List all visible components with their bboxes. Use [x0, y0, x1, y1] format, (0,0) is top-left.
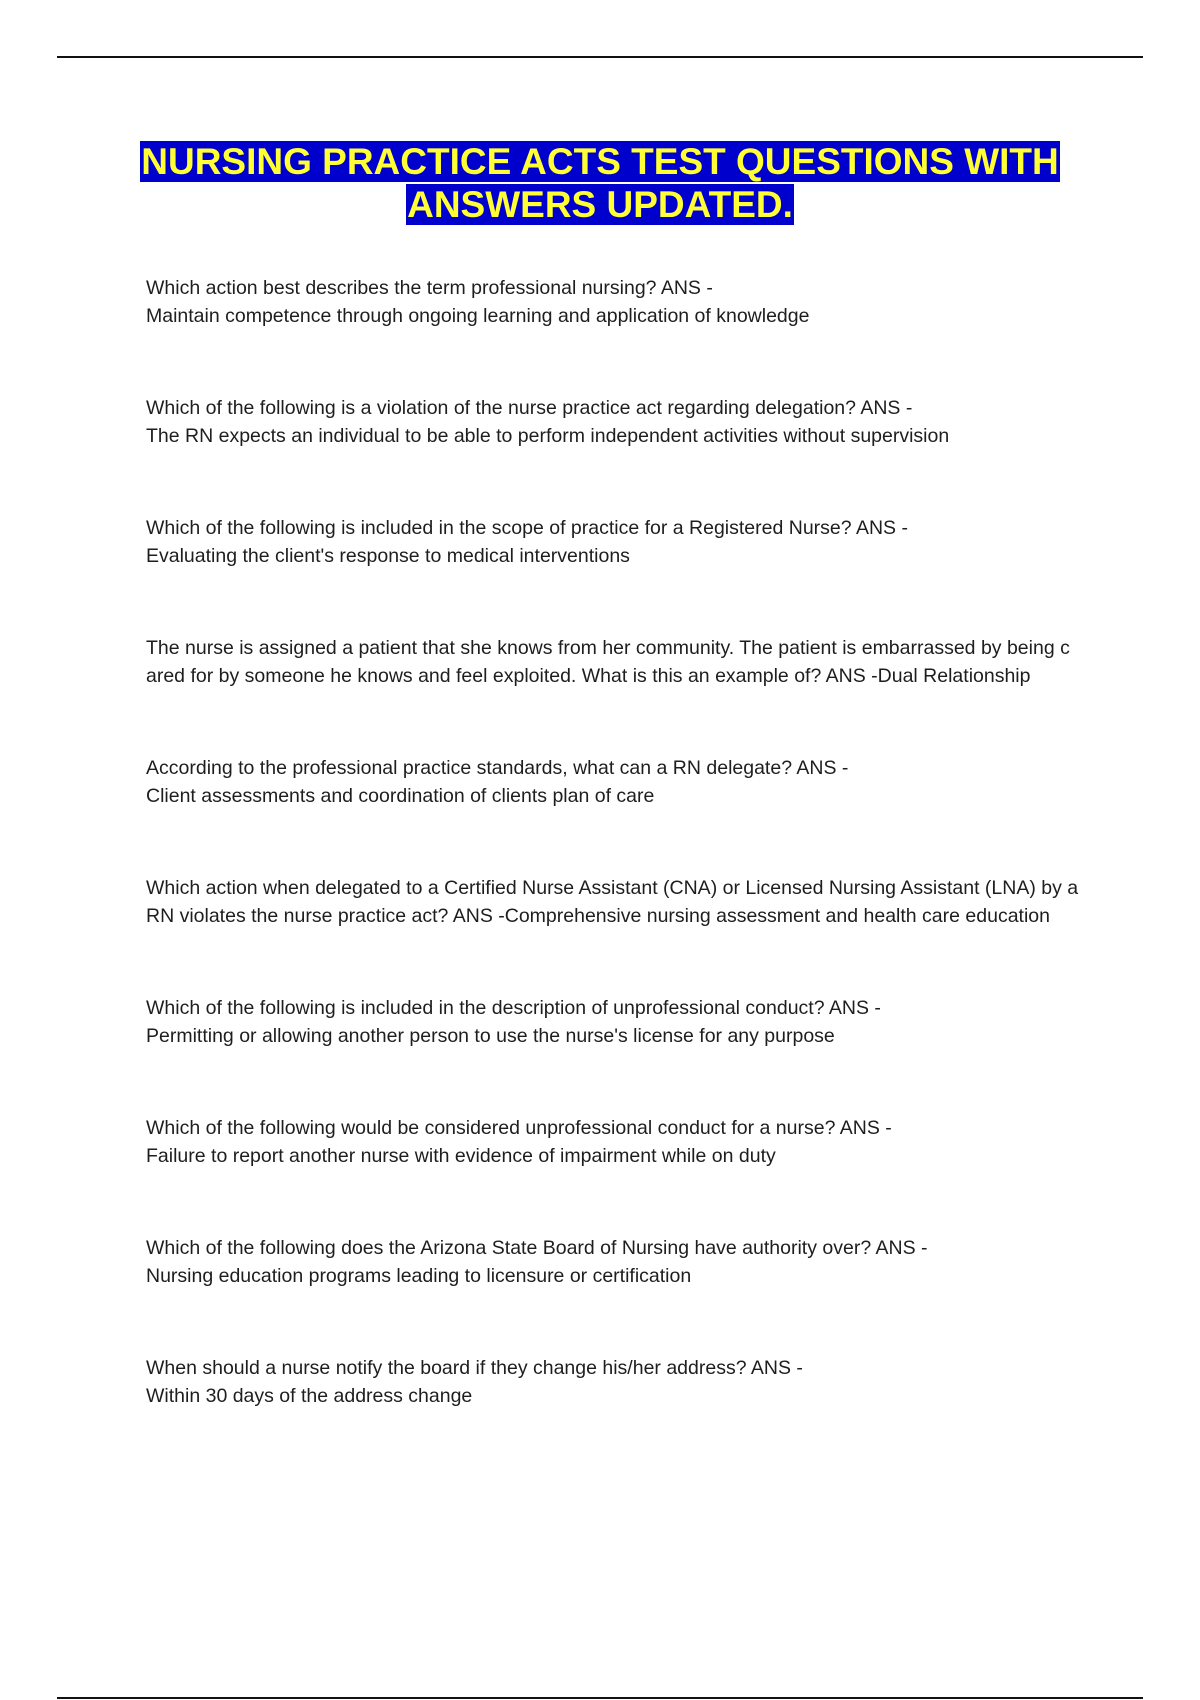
- qa-item-6: [146, 874, 1106, 930]
- title-line-1: NURSING PRACTICE ACTS TEST QUESTIONS WITH: [141, 141, 1059, 182]
- qa-item-10: [146, 1354, 1106, 1410]
- qa-item-5: [146, 754, 1106, 810]
- answer-text: RN violates the nurse practice act? ANS -Comprehensive nursing assessment and health care education: [146, 905, 1050, 927]
- question-text: Which of the following is included in the description of unprofessional conduct? ANS -: [146, 997, 881, 1019]
- question-text: Which action when delegated to a Certified Nurse Assistant (CNA) or Licensed Nursing Assistant (LNA) by a: [146, 877, 1079, 899]
- answer-text: ared for by someone he knows and feel exploited. What is this an example of? ANS -Dual Relationship: [146, 665, 1031, 687]
- qa-item-3: [146, 514, 1106, 570]
- answer-text: Nursing education programs leading to licensure or certification: [146, 1265, 692, 1287]
- answer-text: The RN expects an individual to be able to perform independent activities without supervision: [146, 425, 950, 447]
- question-text: Which of the following does the Arizona State Board of Nursing have authority over? ANS -: [146, 1237, 928, 1259]
- qa-item-7: [146, 994, 1106, 1050]
- question-text: Which of the following is included in the scope of practice for a Registered Nurse? ANS -: [146, 517, 908, 539]
- qa-item-9: [146, 1234, 1106, 1290]
- qa-item-1: [146, 274, 1106, 330]
- question-text: Which of the following is a violation of the nurse practice act regarding delegation? ANS -: [146, 397, 913, 419]
- answer-text: Maintain competence through ongoing learning and application of knowledge: [146, 305, 810, 327]
- top-divider: [57, 56, 1143, 58]
- document-title: [100, 140, 1100, 226]
- bottom-divider: [57, 1697, 1143, 1699]
- question-text: When should a nurse notify the board if they change his/her address? ANS -: [146, 1357, 803, 1379]
- answer-text: Failure to report another nurse with evidence of impairment while on duty: [146, 1145, 776, 1167]
- qa-item-2: [146, 394, 1106, 450]
- answer-text: Permitting or allowing another person to use the nurse's license for any purpose: [146, 1025, 835, 1047]
- qa-item-8: [146, 1114, 1106, 1170]
- question-text: The nurse is assigned a patient that she knows from her community. The patient is embarrassed by being c: [146, 637, 1070, 659]
- question-text: According to the professional practice standards, what can a RN delegate? ANS -: [146, 757, 849, 779]
- question-text: Which action best describes the term professional nursing? ANS -: [146, 277, 713, 299]
- answer-text: Evaluating the client's response to medical interventions: [146, 545, 630, 567]
- answer-text: Within 30 days of the address change: [146, 1385, 473, 1407]
- question-text: Which of the following would be considered unprofessional conduct for a nurse? ANS -: [146, 1117, 892, 1139]
- answer-text: Client assessments and coordination of clients plan of care: [146, 785, 655, 807]
- qa-item-4: [146, 634, 1106, 690]
- title-line-2: ANSWERS UPDATED.: [407, 184, 793, 225]
